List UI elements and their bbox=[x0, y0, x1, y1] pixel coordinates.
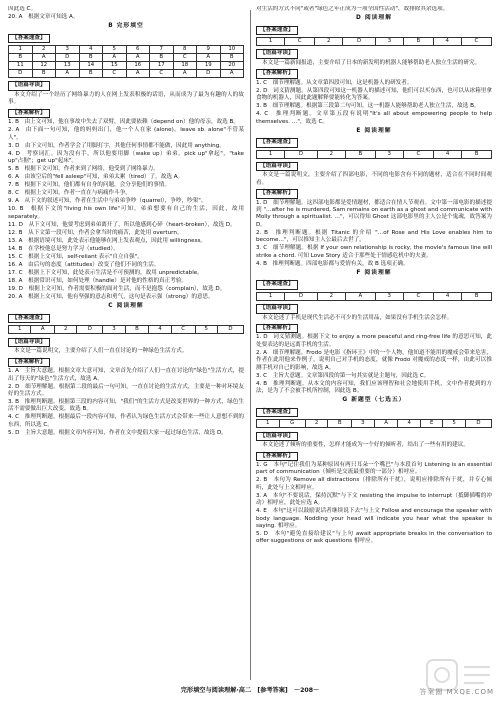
answer-cell: B bbox=[150, 53, 174, 61]
paragraph: 3. C 细节理解题。根据 If your own relationship is rocky, the movie's famous line will strike a chord. 可知 Love Story 适合于那些处于情感危机中的夫妻。 bbox=[256, 245, 492, 259]
section-tag: 【答案速查】 bbox=[256, 280, 298, 289]
paragraph: 2. B 本句为 Remove all distractions（排除所有干扰），说明应排除所有干扰，并专心倾听，此处与上文相呼应。 bbox=[256, 477, 492, 491]
section-tag: 【答案速查】 bbox=[8, 34, 50, 43]
answer-cell: 14 bbox=[79, 61, 103, 69]
answer-cell: 10 bbox=[220, 45, 244, 53]
answer-row bbox=[257, 37, 492, 45]
paragraph: 16. A 由后句的态度（attitudes）改变了他们不同的生活。 bbox=[8, 262, 160, 269]
answer-cell: 18 bbox=[173, 61, 197, 69]
answer-cell: B bbox=[79, 69, 103, 77]
answer-cell: 12 bbox=[32, 61, 56, 69]
section-tag-row bbox=[256, 24, 492, 36]
answer-cell: 2 bbox=[315, 37, 343, 45]
answer-cell: 2 bbox=[317, 292, 345, 300]
answer-cell: 5 bbox=[195, 326, 217, 334]
answer-cell: 4 bbox=[149, 326, 171, 334]
section-tag-row bbox=[256, 406, 492, 418]
paragraph: 13. A 根据语境可知，此处表示他能够在网上发表观点，因此用 willingness。 bbox=[8, 238, 207, 245]
paragraph: 4. D 考察词汇。因为没有手，所以他要用脚（wake up）弟弟，pick up"拿起"，"take up"占据"；get up"起床"。 bbox=[8, 150, 244, 165]
paragraph: 1. C 细节理解题。从文章第四段可知，这是机器人的研发者。 bbox=[256, 79, 413, 86]
answer-cell: 11 bbox=[9, 61, 33, 69]
paragraph: 2. B 推理判断题。根据 Titanic 的介绍 "…of Rose and His Love enables him to become…"，可以推知主人公最后去世了。 bbox=[256, 229, 492, 244]
answer-cell: D bbox=[285, 292, 318, 300]
section-tag-row bbox=[256, 48, 492, 60]
paragraph: 20. A 根据文章可知选 A。 bbox=[8, 14, 79, 21]
answer-cell: 3 bbox=[375, 292, 403, 300]
watermark-text: 答案圈 MXQE.COM bbox=[419, 687, 494, 696]
answer-cell: A bbox=[103, 53, 127, 61]
paragraph: 18. A 根据常识可知，如何处理（handle）是对他的性格的真正考验。 bbox=[8, 278, 188, 285]
section-tag-row bbox=[256, 450, 492, 462]
paragraph: 5. B 根据下文可知，作者来到了网络，他受到了网络暴力。 bbox=[8, 166, 159, 173]
section-tag: 【语篇导读】 bbox=[256, 432, 298, 441]
answer-row bbox=[257, 292, 492, 300]
section-tag-row bbox=[8, 312, 244, 324]
section-title: C 阅读理解 bbox=[108, 303, 144, 310]
paragraph: 本文论述了手机是现代生活必不可少的生活用品，如果没有手机生活会怎样。 bbox=[262, 314, 453, 321]
right-column bbox=[256, 6, 492, 682]
answer-cell: 4 bbox=[79, 45, 103, 53]
paragraph: 3. C 主旨大意题。文章第四段的第一句其实就是主题句，因此选 C。 bbox=[256, 372, 430, 379]
answer-cell: A bbox=[56, 69, 80, 77]
section-tag-row bbox=[256, 188, 492, 200]
paragraph: 5. D 本句"避免直接给建议"与上句 await appropriate breaks in the conversation to offer suggestions or ask questions 相呼应。 bbox=[256, 531, 492, 545]
section-tag: 【答案速查】 bbox=[256, 138, 298, 147]
answer-cell: C bbox=[173, 53, 197, 61]
answer-cell: C bbox=[403, 292, 433, 300]
paragraph: 6. A 由该空后的"fell asleep"可知，弟弟太累（tired）了，故选 A。 bbox=[8, 174, 184, 181]
answer-table bbox=[256, 419, 492, 428]
answer-cell: 2 bbox=[305, 420, 328, 428]
section-tag-row bbox=[256, 323, 492, 335]
paragraph: 本文是一篇说明文，主要介绍了人们一直在讨论的一种绿色生活方式。 bbox=[14, 348, 188, 355]
answer-cell: A bbox=[173, 69, 197, 77]
answer-table bbox=[8, 45, 244, 78]
paragraph: 1. D 词义猜测题。根据下文 to enjoy a more peaceful and ring-free life 的意思可知，此处要表达的是远离手机的生活。 bbox=[256, 334, 492, 348]
paragraph: 19. D 根据上文可知，作者需要积极的面对生活，而不是抱怨（complain），故选 D。 bbox=[8, 286, 226, 293]
paragraph: 4. C 推理判断题。文章第五段有说明"It's all about empowering people to help themselves. …"，故选 C。 bbox=[256, 111, 492, 125]
answer-cell: 2 bbox=[32, 45, 56, 53]
paragraph: 4. C 推理判断题。根据最后一段内容可知，作者认为绿色生活方式会带来一些让人意想不到的东西，所以选 C。 bbox=[8, 414, 244, 428]
section-tag: 【答案解析】 bbox=[256, 324, 298, 333]
answer-row bbox=[9, 61, 244, 69]
answer-cell: D bbox=[285, 150, 318, 158]
answer-cell: 1 bbox=[257, 292, 285, 300]
answer-cell: B bbox=[220, 53, 244, 61]
paragraph: 3. A 本句"不要说话，保持沉默"与下文 resisting the impulse to interrupt（抵御插嘴的冲动）相呼应，此处应选 A。 bbox=[256, 492, 492, 507]
section-title: G 新题型（七选五） bbox=[342, 397, 406, 404]
section-tag-row bbox=[256, 430, 492, 442]
answer-cell: 6 bbox=[126, 45, 150, 53]
section-tag: 【答案解析】 bbox=[8, 358, 50, 367]
paragraph: 本文介绍了一个经历了网络暴力的人在网上发表积极的话语，从而成为了最为有趣的人的故事。 bbox=[8, 91, 244, 106]
answer-cell: 19 bbox=[197, 61, 221, 69]
answer-cell: A bbox=[197, 53, 221, 61]
paragraph: 12. B 从下文第一段可知，作者会拿当时的痛苦，此处用 overturn。 bbox=[8, 229, 183, 236]
answer-table bbox=[256, 150, 492, 159]
section-tag: 【语篇导读】 bbox=[256, 49, 298, 58]
answer-cell: B bbox=[9, 53, 33, 61]
answer-cell: B bbox=[79, 53, 103, 61]
answer-cell: A bbox=[126, 69, 150, 77]
answer-cell: 7 bbox=[150, 45, 174, 53]
answer-cell: D bbox=[217, 326, 243, 334]
answer-cell: 16 bbox=[126, 61, 150, 69]
answer-cell: 2 bbox=[317, 150, 345, 158]
answer-row bbox=[9, 326, 244, 334]
paragraph: 3. D 由下文可知，作者学会了用脚打字，其他任何事情都不能做，因此用 anything。 bbox=[8, 142, 225, 149]
answer-cell: B bbox=[403, 37, 433, 45]
answer-cell: D bbox=[465, 420, 491, 428]
section-tag: 【答案解析】 bbox=[8, 109, 50, 118]
answer-table bbox=[256, 37, 492, 46]
answer-cell: 3 bbox=[56, 45, 80, 53]
section-tag-row bbox=[256, 279, 492, 291]
answer-cell: C bbox=[150, 69, 174, 77]
answer-cell: 4 bbox=[433, 37, 461, 45]
paragraph: 2. A 由下面一句可知，他的妈妈出门，他一个人在家 (alone)。leave sb. alone"不管某人"。 bbox=[8, 127, 244, 141]
paragraph: 2. A 细节理解题。Frodo 是电影《指环王》中的一个人物，他知道不能用的魔戒会带来危害，作者在此用他来作例子，说明自己对手机的态度，就像 Frodo 对魔戒的态度一样，由此可以推测手机对自己的影响，故选 A。 bbox=[256, 349, 492, 371]
answer-table bbox=[8, 325, 244, 334]
paragraph: 1. A 主旨大意题。根据文章大意可知，文章首先介绍了人们一直在讨论的"绿色"生活方式，提出了每天的"绿色"生活方式，故选 A。 bbox=[8, 368, 244, 382]
page bbox=[8, 6, 492, 682]
answer-cell: A bbox=[345, 292, 375, 300]
section-tag-row bbox=[256, 68, 492, 80]
paragraph: 本文是一篇说明文，主要介绍了四部电影，不同的电影含有不同的题材，适合在不同时间观看。 bbox=[256, 172, 492, 186]
paragraph: 4. E 本句"这可以鼓励说话者继续说下去"与上文 Follow and encourage the speaker with body language. Nodding your head will indicate you hear what the speaker is saying. 相呼应。 bbox=[256, 508, 492, 529]
section-tag-row bbox=[8, 107, 244, 119]
paragraph: 14. B 在学校他总是努力学习（studied）。 bbox=[8, 246, 119, 253]
answer-cell: D bbox=[9, 69, 33, 77]
answer-cell: D bbox=[77, 326, 103, 334]
section-title: B 完形填空 bbox=[108, 22, 144, 29]
answer-cell: 13 bbox=[56, 61, 80, 69]
paragraph: 对生活的方式不同"或者"绿色之年正成为一项全国性活动"，故排除其余选项。 bbox=[256, 6, 449, 12]
answer-cell: B bbox=[345, 150, 375, 158]
answer-cell: 4 bbox=[434, 150, 462, 158]
answer-cell: 4 bbox=[434, 292, 462, 300]
section-tag: 【答案解析】 bbox=[256, 189, 298, 198]
paragraph: 9. A 从下文的叙述可知，作者在生活中与弟弟争吵（quarrel），争吵，吵架"。 bbox=[8, 198, 207, 205]
answer-cell: A bbox=[126, 53, 150, 61]
answer-cell: 9 bbox=[197, 45, 221, 53]
section-title: D 阅读理解 bbox=[355, 14, 393, 21]
answer-cell: 1 bbox=[257, 420, 280, 428]
paragraph: 2. D 细节理解题。根据第二段的最后一句可知，一直在讨论的生活方式，主要是一种对环境友好的生活方式。 bbox=[8, 383, 244, 397]
answer-cell: 20 bbox=[220, 61, 244, 69]
answer-cell: B bbox=[462, 292, 492, 300]
paragraph: 1. D 细节理解题。这四部电影都是爱情题材，都适合在情人节观看。文中第一部电影的描述提到 "…after he is murdered, Sam remains on earth as a ghost and communicate with Molly through a spiritualist. …"，可以得知 Ghost 这部电影里的主人公是个鬼魂，故答案为 D。 bbox=[256, 199, 492, 228]
section-tag: 【答案速查】 bbox=[256, 26, 298, 35]
section-tag-row bbox=[256, 303, 492, 315]
answer-cell: C bbox=[403, 150, 433, 158]
answer-row bbox=[9, 45, 244, 53]
section-tag: 【语篇导读】 bbox=[256, 304, 298, 313]
answer-cell: D bbox=[343, 37, 376, 45]
answer-cell: 2 bbox=[55, 326, 77, 334]
section-tag: 【答案速查】 bbox=[256, 408, 298, 417]
section-tag-row bbox=[8, 80, 244, 92]
answer-cell: A bbox=[31, 326, 55, 334]
answer-cell: B bbox=[32, 69, 56, 77]
answer-cell: E bbox=[420, 420, 442, 428]
section-tag-row bbox=[8, 356, 244, 368]
paragraph: 3. B 细节理解题。根据第三段第二句可知，这一机器人能够帮助老人独立生活，故选 B。 bbox=[256, 103, 480, 110]
paragraph: 4. B 推理判断题。四部电影都与爱情有关，故 B 选项正确。 bbox=[256, 260, 409, 267]
section-tag: 【答案解析】 bbox=[256, 69, 298, 78]
section-tag-row bbox=[256, 161, 492, 173]
answer-cell: B bbox=[462, 150, 492, 158]
paragraph: 15. C 根据上文可知，self-reliant 表示"自立自强"。 bbox=[8, 254, 143, 261]
left-column bbox=[8, 6, 244, 682]
answer-cell: G bbox=[279, 420, 305, 428]
answer-cell: 3 bbox=[375, 37, 403, 45]
paragraph: 10. B 根据下文的"living his own life"可知，弟弟想要有自己的生活，因此，故用 separately。 bbox=[8, 206, 244, 220]
answer-cell: 5 bbox=[443, 420, 466, 428]
answer-cell: 8 bbox=[173, 45, 197, 53]
answer-cell: 5 bbox=[103, 45, 127, 53]
section-title: F 阅读理解 bbox=[356, 269, 392, 276]
answer-row bbox=[257, 420, 492, 428]
answer-cell: D bbox=[197, 69, 221, 77]
answer-cell: A bbox=[374, 420, 398, 428]
paragraph: 本文论述了倾听的重要性，怎样才能成为一个好的倾听者，给出了一些有用的建议。 bbox=[262, 441, 469, 448]
paragraph: 4. B 推理判断题。从本文的内容可知，我们应该理智和社会地使用手机，文中作者提到的方法，是为了不会被手机所控制，因此选 B。 bbox=[256, 380, 492, 395]
paragraph: 1. B 由上文可知，他在事故中失去了双臂，因此要依赖（depend on）他的母亲，故选 B。 bbox=[8, 119, 239, 126]
answer-cell: 1 bbox=[9, 45, 33, 53]
section-tag-row bbox=[8, 336, 244, 348]
section-tag: 【语篇导读】 bbox=[8, 338, 50, 347]
section-tag: 【答案速查】 bbox=[8, 314, 50, 323]
answer-cell: 15 bbox=[103, 61, 127, 69]
page-footer: 完形填空与阅读理解·高二 [参考答案] －208－ bbox=[180, 686, 320, 694]
paragraph: 5. D 主旨大意题。根据文章内容可知，作者在文中提倡大家一起过绿色生活，故选 D。 bbox=[8, 429, 227, 436]
paragraph: 3. B 推理判断题。根据第三段的内容可知，"我们"的生活方式是改变世界的一种方式，绿色生活不需要做出巨大改变，故选 B。 bbox=[8, 399, 244, 413]
answer-cell: C bbox=[285, 37, 315, 45]
answer-cell: A bbox=[220, 69, 244, 77]
section-tag: 【答案解析】 bbox=[256, 452, 298, 461]
section-title: E 阅读理解 bbox=[356, 127, 392, 134]
section-tag-row bbox=[256, 137, 492, 149]
answer-cell: B bbox=[125, 326, 149, 334]
paragraph: 本文是一篇新闻报道，主要介绍了日本的新发明的机器人能够帮助老人独立生活的研究。 bbox=[262, 59, 481, 66]
answer-cell: 3 bbox=[352, 420, 375, 428]
answer-cell: 1 bbox=[9, 326, 31, 334]
paragraph: 因此选 C。 bbox=[8, 6, 37, 12]
answer-cell: 3 bbox=[103, 326, 125, 334]
paragraph: 17. C 根据上下文可知，此处表示生活是不可预测的，故用 unpredictable。 bbox=[8, 270, 203, 277]
paragraph: 1. G 本句"记住我们为某种原因有两只耳朵一个嘴巴"与本段首句 Listening is an essential part of communication（倾听是交流最重要的一部分）相呼应。 bbox=[256, 461, 492, 476]
paragraph: 8. C 根据上文可知，作者一直在与病痛作斗争。 bbox=[8, 190, 131, 197]
answer-cell: D bbox=[56, 53, 80, 61]
answer-cell: A bbox=[32, 53, 56, 61]
answer-cell: 1 bbox=[257, 37, 285, 45]
answer-cell: C bbox=[461, 37, 491, 45]
answer-row bbox=[9, 69, 244, 77]
paragraph: 11. D 从下文可知，他要考虑到弟弟离开了，所以他感到心碎（heart-broken），故选 D。 bbox=[8, 221, 236, 228]
answer-table bbox=[256, 292, 492, 301]
answer-cell: B bbox=[328, 420, 352, 428]
answer-cell: C bbox=[103, 69, 127, 77]
answer-cell: 17 bbox=[150, 61, 174, 69]
column-divider bbox=[250, 10, 251, 680]
section-tag: 【语篇导读】 bbox=[256, 162, 298, 171]
section-tag: 【语篇导读】 bbox=[8, 81, 50, 90]
paragraph: 20. A 根据上文可知，他有坚强的意志和勇气，这句是表示强（strong）的意思。 bbox=[8, 294, 214, 301]
answer-cell: C bbox=[171, 326, 195, 334]
answer-row bbox=[257, 150, 492, 158]
answer-row bbox=[9, 53, 244, 61]
answer-cell: 1 bbox=[257, 150, 285, 158]
paragraph: 7. B 根据下文可知，他们都有自身的问题，会分享他们的事情。 bbox=[8, 182, 170, 189]
answer-cell: 4 bbox=[398, 420, 421, 428]
paragraph: 2. D 词义猜测题。从第四段可知这一机器人的描述可知，他们可以买东西，也可以从冰箱里拿食物的机器人，因此此题解释要能转化为答案。 bbox=[256, 87, 492, 102]
answer-cell: 3 bbox=[375, 150, 403, 158]
section-tag-row bbox=[8, 32, 244, 44]
